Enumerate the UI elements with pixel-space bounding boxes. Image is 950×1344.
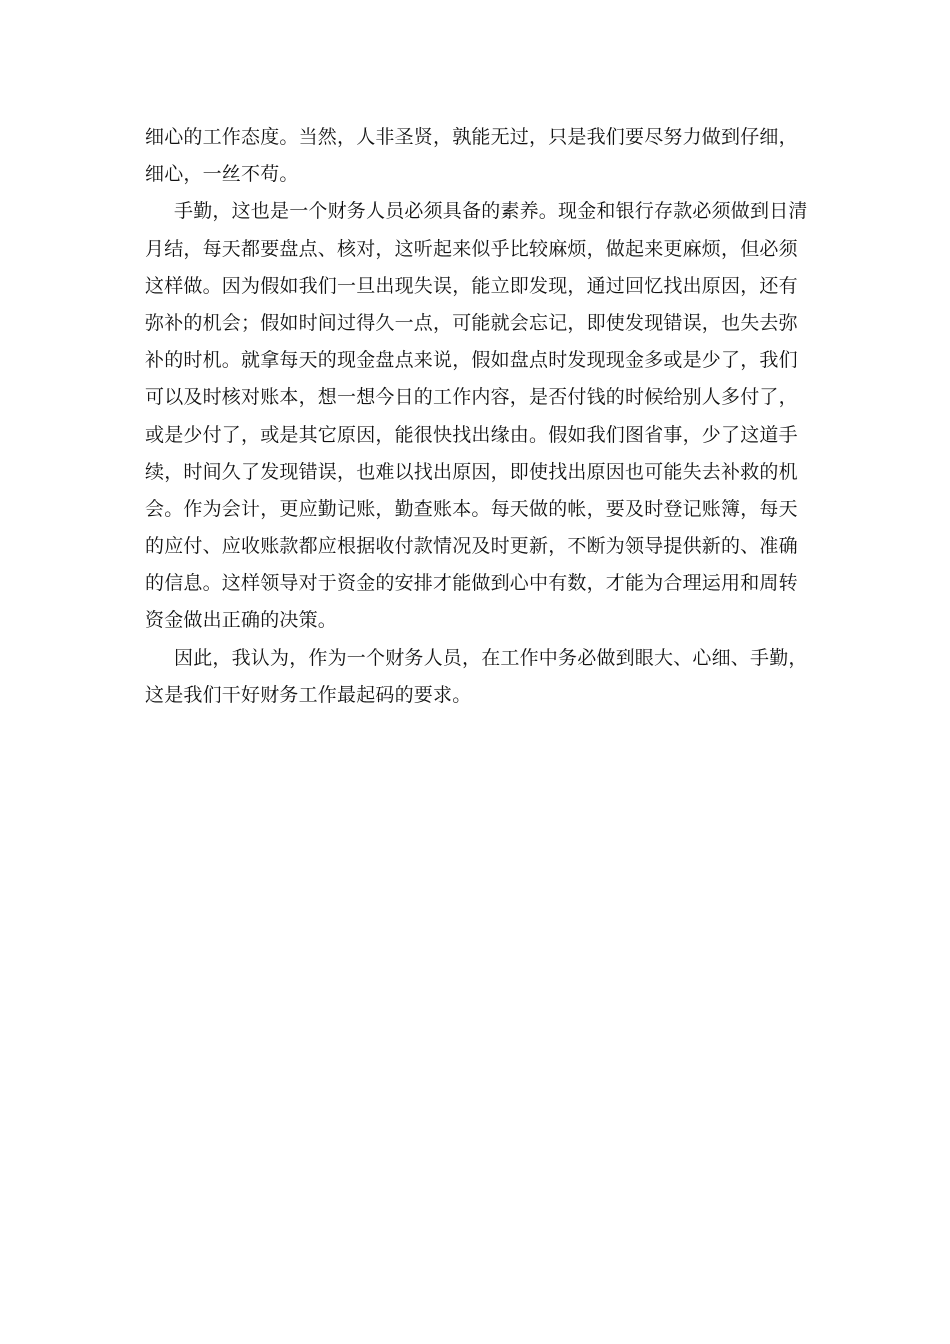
paragraph-2-line-3: 这样做。因为假如我们一旦出现失误，能立即发现，通过回忆找出原因，还有: [145, 274, 798, 297]
paragraph-1-line-1: 细心的工作态度。当然，人非圣贤，孰能无过，只是我们要尽努力做到仔细，: [145, 126, 798, 148]
paragraph-2-line-2: 月结，每天都要盘点、核对，这听起来似乎比较麻烦，做起来更麻烦，但必须: [145, 237, 798, 260]
paragraph-3-line-1: 因此，我认为，作为一个财务人员，在工作中务必做到眼大、心细、手勤，: [174, 646, 808, 669]
paragraph-2-line-10: 的应付、应收账款都应根据收付款情况及时更新，不断为领导提供新的、准确: [145, 535, 798, 558]
paragraph-3-line-2: 这是我们干好财务工作最起码的要求。: [145, 683, 472, 706]
paragraph-2-line-7: 或是少付了，或是其它原因，能很快找出缘由。假如我们图省事，少了这道手: [145, 423, 798, 446]
paragraph-2-line-6: 可以及时核对账本，想一想今日的工作内容，是否付钱的时候给别人多付了，: [145, 386, 798, 409]
paragraph-2-line-5: 补的时机。就拿每天的现金盘点来说，假如盘点时发现现金多或是少了，我们: [145, 349, 798, 372]
paragraph-2-line-9: 会。作为会计，更应勤记账，勤查账本。每天做的帐，要及时登记账簿，每天: [145, 497, 798, 520]
paragraph-2-line-11: 的信息。这样领导对于资金的安排才能做到心中有数，才能为合理运用和周转: [145, 572, 798, 595]
document-body: [145, 119, 815, 714]
paragraph-2-line-12: 资金做出正确的决策。: [145, 609, 338, 632]
paragraph-2-line-4: 弥补的机会；假如时间过得久一点，可能就会忘记，即使发现错误，也失去弥: [145, 311, 798, 334]
paragraph-2-line-8: 续，时间久了发现错误，也难以找出原因，即使找出原因也可能失去补救的机: [145, 460, 798, 483]
paragraph-2-line-1: 手勤，这也是一个财务人员必须具备的素养。现金和银行存款必须做到日清: [174, 200, 808, 223]
paragraph-1-line-2: 细心，一丝不苟。: [145, 163, 299, 186]
